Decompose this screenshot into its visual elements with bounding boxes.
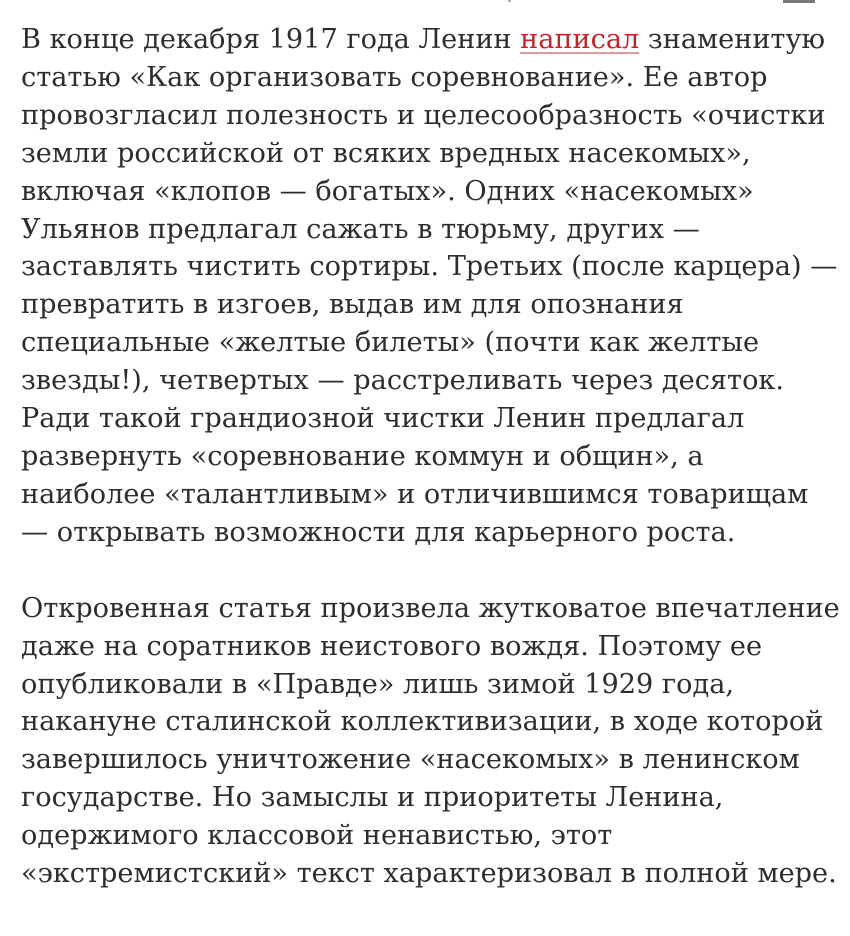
paragraph-line: завершилось уничтожение «насекомых» в ленинском: [21, 744, 800, 776]
paragraph-line: заставлять чистить сортиры. Третьих (после карцера) —: [21, 251, 838, 283]
line-text: знаменитую: [639, 24, 826, 55]
paragraph-line: накануне сталинской коллективизации, в ходе которой: [21, 706, 824, 738]
paragraph-line: земли российской от всяких вредных насекомых»,: [21, 137, 751, 169]
paragraph-line: — открывать возможности для карьерного роста.: [21, 516, 736, 548]
paragraph-line: [21, 21, 830, 59]
paragraph-line: развернуть «соревнование коммун и общин», а: [21, 440, 704, 472]
paragraph-line: статью «Как организовать соревнование». Ее автор: [21, 61, 768, 93]
article-paragraph-1: [21, 21, 838, 552]
article-paragraph-2: [21, 590, 840, 893]
paragraph-line: провозгласил полезность и целесообразность «очистки: [21, 99, 826, 131]
top-edge-fragment: [508, 0, 511, 2]
paragraph-line: превратить в изгоев, выдав им для опознания: [21, 289, 684, 321]
paragraph-line: Ради такой грандиозной чистки Ленин предлагал: [21, 403, 745, 435]
paragraph-line: одержимого классовой ненавистью, этот: [21, 820, 613, 852]
paragraph-line: наиболее «талантливым» и отличившимся товарищам: [21, 478, 809, 510]
paragraph-line: государстве. Но замыслы и приоритеты Ленина,: [21, 782, 724, 814]
paragraph-line: даже на соратников неистового вождя. Поэтому ее: [21, 630, 763, 662]
paragraph-line: Ульянов предлагал сажать в тюрьму, других —: [21, 213, 700, 245]
paragraph-line: «экстремистский» текст характеризовал в полной мере.: [21, 858, 837, 890]
napisal-link[interactable]: написал: [520, 24, 640, 55]
paragraph-line: Откровенная статья произвела жутковатое впечатление: [21, 592, 840, 624]
paragraph-line: специальные «желтые билеты» (почти как желтые: [21, 327, 760, 359]
top-edge-bar: [783, 0, 815, 3]
paragraph-line: включая «клопов — богатых». Одних «насекомых»: [21, 175, 754, 207]
line-text: В конце декабря 1917 года Ленин: [21, 24, 521, 55]
paragraph-line: звезды!), четвертых — расстреливать через десяток.: [21, 365, 785, 397]
paragraph-line: опубликовали в «Правде» лишь зимой 1929 года,: [21, 668, 735, 700]
